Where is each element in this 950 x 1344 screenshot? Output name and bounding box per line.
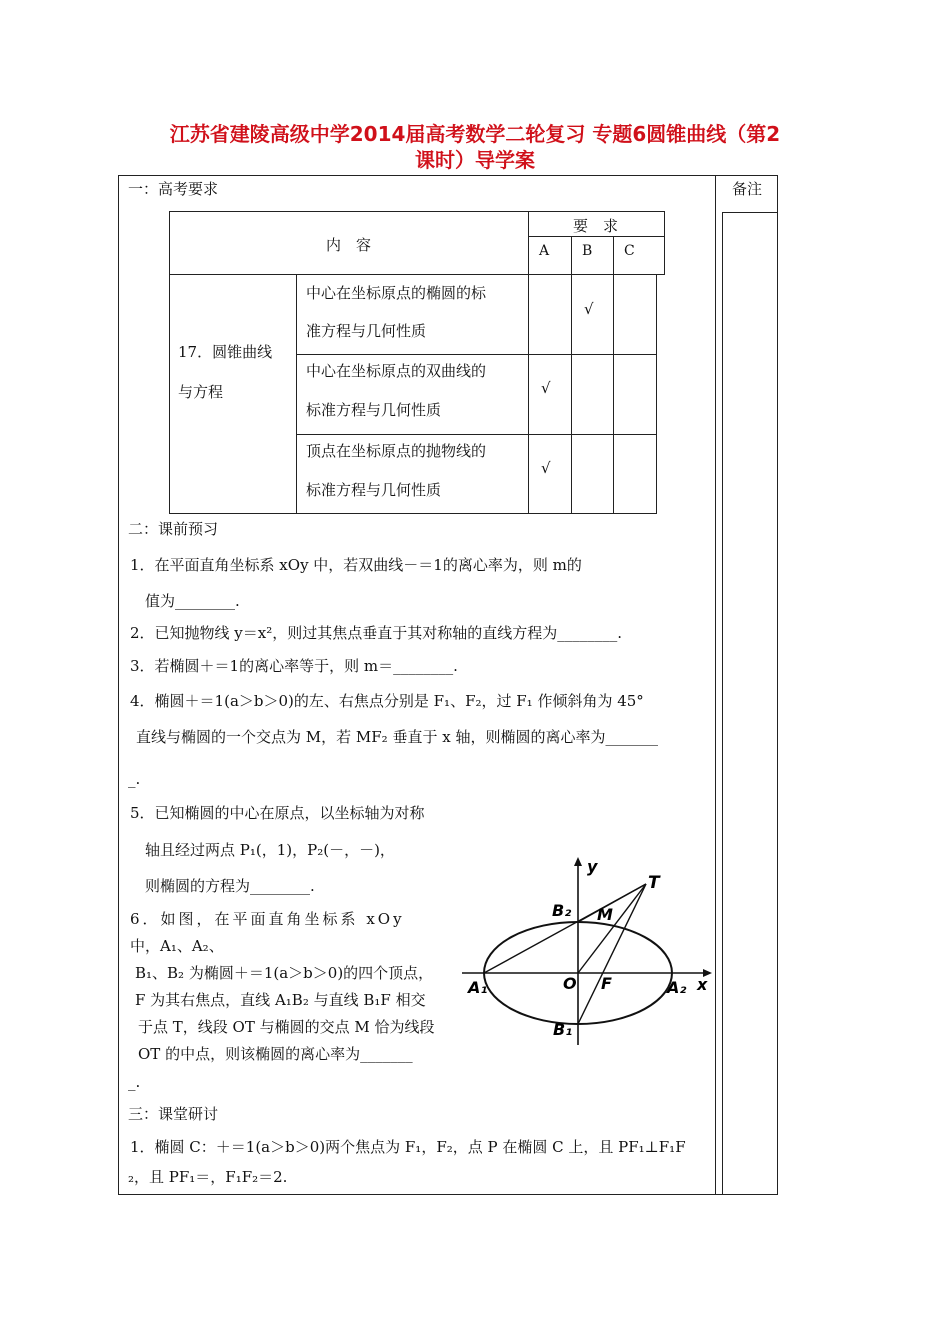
requirement-header: 要 求 <box>573 217 619 235</box>
question-3: 3．若椭圆＋＝1的离心率等于，则 m＝________. <box>130 657 458 675</box>
level-c: C <box>624 243 635 259</box>
line-o-t <box>578 884 646 973</box>
row-1-c <box>613 274 657 355</box>
label-f: F <box>601 974 612 993</box>
question-6-line-6: OT 的中点，则该椭圆的离心率为_______ <box>138 1045 413 1063</box>
row-2-a <box>528 354 572 435</box>
question-1-line-1: 1．在平面直角坐标系 xOy 中，若双曲线－＝1的离心率为，则 m的 <box>130 556 582 574</box>
label-o: O <box>563 974 577 993</box>
research-1-line-2: ₂，且 PF₁＝，F₁F₂＝2. <box>128 1168 288 1186</box>
requirement-header-cell <box>528 211 665 237</box>
table-row-1-content <box>296 274 529 355</box>
title-line-2: 课时）导学案 <box>415 148 535 172</box>
question-6-line-3: B₁、B₂ 为椭圆＋＝1(a＞b＞0)的四个顶点， <box>135 964 434 982</box>
level-a: A <box>539 243 550 259</box>
row-3-check: √ <box>541 459 551 477</box>
section-2-heading: 二：课前预习 <box>128 520 219 538</box>
label-y: y <box>587 857 598 876</box>
row-1-line-2: 准方程与几何性质 <box>306 322 427 340</box>
question-6-line-5: 于点 T，线段 OT 与椭圆的交点 M 恰为线段 <box>138 1018 435 1036</box>
level-b-cell <box>571 236 614 275</box>
remark-header-line <box>722 212 778 213</box>
label-a2: A₂ <box>667 978 687 997</box>
label-t: T <box>648 873 660 893</box>
table-row-2-content <box>296 354 529 435</box>
table-row-3-content <box>296 434 529 514</box>
row-1-line-1: 中心在坐标原点的椭圆的标 <box>306 284 487 302</box>
row-3-c <box>613 434 657 514</box>
ellipse-figure <box>460 852 720 1047</box>
row-2-c <box>613 354 657 435</box>
section-1-heading: 一：高考要求 <box>128 180 219 198</box>
row-1-a <box>528 274 572 355</box>
row-2-b <box>571 354 614 435</box>
content-header: 内 容 <box>326 236 372 254</box>
question-5-line-1: 5．已知椭圆的中心在原点，以坐标轴为对称 <box>130 804 425 822</box>
level-a-cell <box>528 236 572 275</box>
level-b: B <box>582 243 593 259</box>
question-4-line-3: _. <box>128 770 141 788</box>
title-line-1: 江苏省建陵高级中学2014届高考数学二轮复习 专题6圆锥曲线（第2 <box>169 122 781 146</box>
label-m: M <box>597 905 613 924</box>
question-4-line-1: 4．椭圆＋＝1(a＞b＞0)的左、右焦点分别是 F₁、F₂，过 F₁ 作倾斜角为 45° <box>130 692 644 710</box>
question-6-line-1: 6．如图，在平面直角坐标系 xOy <box>130 910 405 928</box>
level-c-cell <box>613 236 665 275</box>
topic-cell <box>169 274 297 514</box>
topic-line-2: 与方程 <box>178 383 224 401</box>
row-1-b <box>571 274 614 355</box>
row-2-line-1: 中心在坐标原点的双曲线的 <box>306 362 487 380</box>
label-x: x <box>697 975 708 994</box>
content-header-cell <box>169 211 529 275</box>
row-3-line-1: 顶点在坐标原点的抛物线的 <box>306 442 487 460</box>
question-6-line-7: _. <box>128 1073 141 1091</box>
question-2: 2．已知抛物线 y＝x²，则过其焦点垂直于其对称轴的直线方程为________. <box>130 624 623 642</box>
question-6-line-4: F 为其右焦点，直线 A₁B₂ 与直线 B₁F 相交 <box>135 991 426 1009</box>
question-1-line-2: 值为________. <box>145 592 240 610</box>
row-2-check: √ <box>541 379 551 397</box>
label-a1: A₁ <box>468 978 488 997</box>
remark-divider <box>722 212 723 1195</box>
question-5-line-3: 则椭圆的方程为________. <box>145 877 315 895</box>
label-b2: B₂ <box>552 901 572 920</box>
question-6-line-2: 中，A₁、A₂、 <box>130 937 224 955</box>
topic-line-1: 17．圆锥曲线 <box>178 343 273 361</box>
row-3-a <box>528 434 572 514</box>
row-1-check: √ <box>584 300 594 318</box>
label-b1: B₁ <box>553 1020 573 1039</box>
section-3-heading: 三：课堂研讨 <box>128 1105 219 1123</box>
question-4-line-2: 直线与椭圆的一个交点为 M，若 MF₂ 垂直于 x 轴，则椭圆的离心率为_______ <box>136 728 658 746</box>
question-5-line-2: 轴且经过两点 P₁(，1)，P₂(－，－)， <box>145 841 395 859</box>
y-axis-arrow-icon <box>574 857 582 866</box>
row-3-line-2: 标准方程与几何性质 <box>306 481 442 499</box>
row-2-line-2: 标准方程与几何性质 <box>306 401 442 419</box>
row-3-b <box>571 434 614 514</box>
document-title <box>120 121 830 173</box>
research-1-line-1: 1．椭圆 C：＋＝1(a＞b＞0)两个焦点为 F₁，F₂，点 P 在椭圆 C 上，且 PF₁⊥F₁F <box>130 1138 686 1156</box>
remark-header: 备注 <box>732 180 763 198</box>
